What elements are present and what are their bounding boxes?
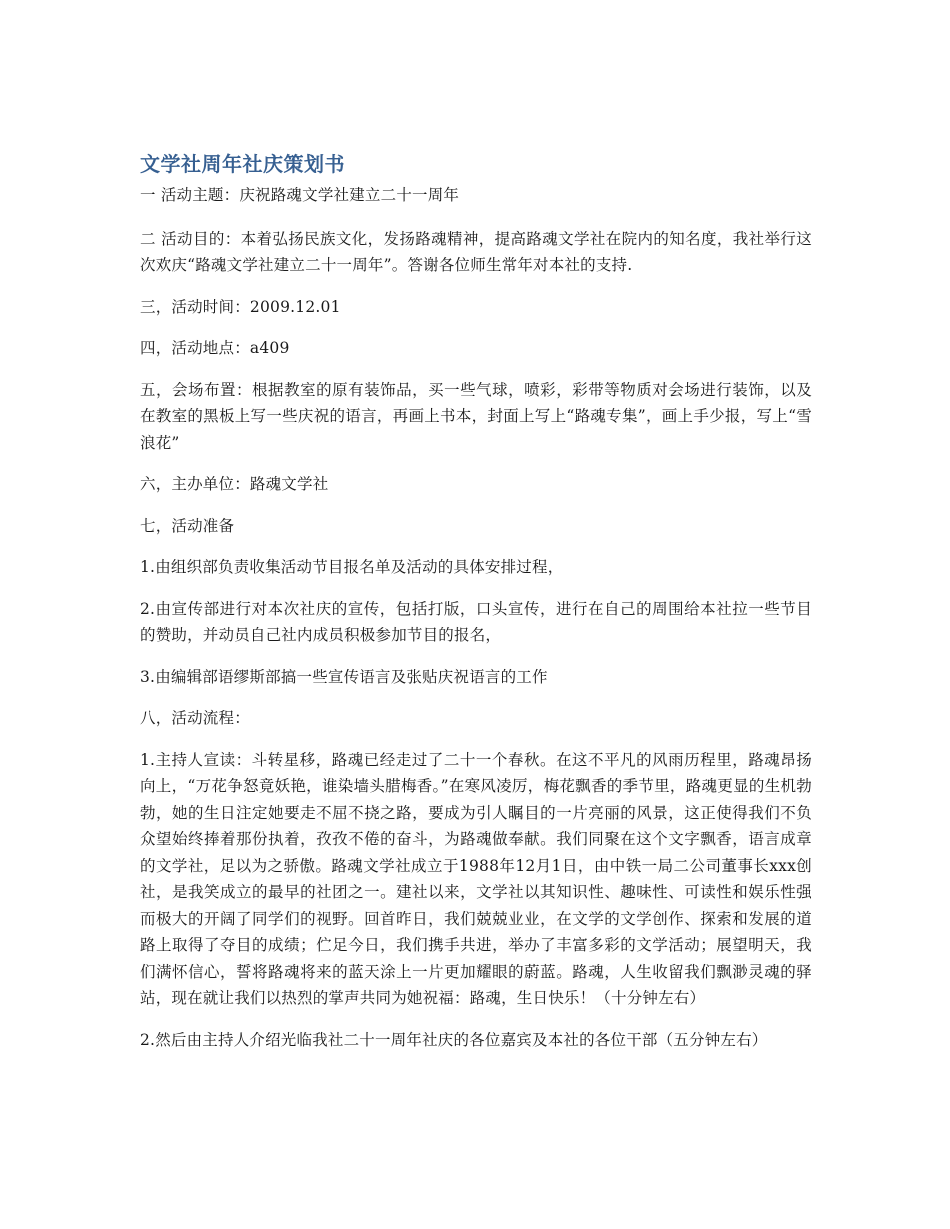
paragraph-process-heading: 八，活动流程： <box>140 709 250 727</box>
paragraph-location: 四，活动地点：a409 <box>140 339 290 357</box>
paragraph-preparation-1: 1.由组织部负责收集活动节目报名单及活动的具体安排过程， <box>140 558 564 576</box>
paragraph-time: 三，活动时间：2009.12.01 <box>140 297 341 316</box>
paragraph-preparation-2: 2.由宣传部进行对本次社庆的宣传，包括打版，口头宣传，进行在自己的周围给本社拉一些节目的赞助，并动员自己社内成员积极参加节目的报名， <box>140 599 812 644</box>
paragraph-preparation-3: 3.由编辑部语缪斯部搞一些宣传语言及张贴庆祝语言的工作 <box>140 667 548 686</box>
paragraph-preparation-heading: 七，活动准备 <box>140 516 235 535</box>
document-body <box>140 150 812 1068</box>
paragraph-theme: 一 活动主题：庆祝路魂文学社建立二十一周年 <box>140 186 460 204</box>
paragraph-venue-setup: 五，会场布置：根据教室的原有装饰品，买一些气球，喷彩，彩带等物质对会场进行装饰，以及在教室的黑板上写一些庆祝的语言，再画上书本，封面上写上“路魂专集”，画上手少报，写上“雪浪花” <box>140 380 812 452</box>
paragraph-process-2: 2.然后由主持人介绍光临我社二十一周年社庆的各位嘉宾及本社的各位干部（五分钟左右） <box>140 1030 768 1049</box>
paragraph-process-1: 1.主持人宣读：斗转星移，路魂已经走过了二十一个春秋。在这不平凡的风雨历程里，路魂昂扬向上，“万花争怒竟妖艳，谁染墙头腊梅香。”在寒风凌厉，梅花飘香的季节里，路魂更显的生机勃勃，她的生日注定她要走不屈不挠之路，要成为引人瞩目的一片亮丽的风景，这正使得我们不负众望始终捧着那份执着，孜孜不倦的奋斗，为路魂做奉献。我们同聚在这个文字飘香，语言成章的文学社，足以为之骄傲。路魂文学社成立于1988年12月1日，由中铁一局二公司董事长xxx创社，是我笑成立的最早的社团之一。建社以来，文学社以其知识性、趣味性、可读性和娱乐性强而极大的开阔了同学们的视野。回首昨日，我们兢兢业业，在文学的文学创作、探索和发展的道路上取得了夺目的成绩；伫足今日，我们携手共进，举办了丰富多彩的文学活动；展望明天，我们满怀信心，誓将路魂将来的蓝天涂上一片更加耀眼的蔚蓝。路魂，人生收留我们飘渺灵魂的驿站，现在就让我们以热烈的掌声共同为她祝福：路魂，生日快乐！（十分钟左右） <box>140 750 812 1007</box>
document-title: 文学社周年社庆策划书 <box>140 152 345 176</box>
paragraph-organizer: 六，主办单位：路魂文学社 <box>140 475 329 493</box>
paragraph-purpose: 二 活动目的：本着弘扬民族文化，发扬路魂精神，提高路魂文学社在院内的知名度，我社举行这次欢庆“路魂文学社建立二十一周年”。答谢各位师生常年对本社的支持. <box>140 229 812 274</box>
